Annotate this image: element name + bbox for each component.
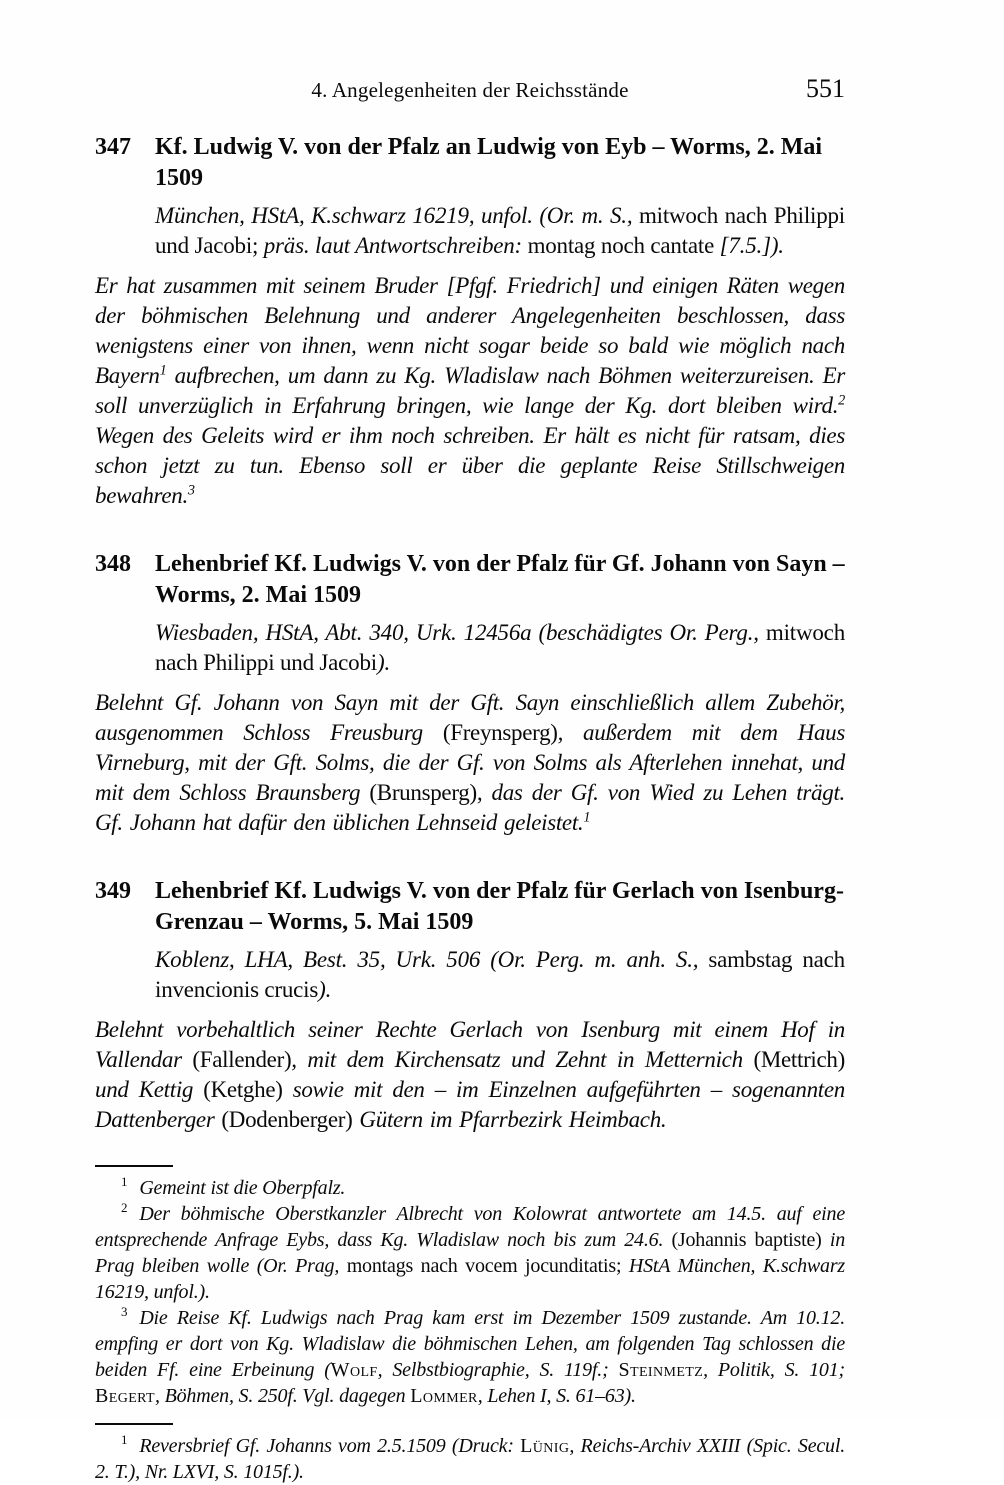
entry-title: Kf. Ludwig V. von der Pfalz an Ludwig von Eyb – Worms, 2. Mai 1509	[155, 134, 823, 191]
entry-number: 347	[95, 134, 131, 160]
text-run: Belehnt Gf. Johann von Sayn mit der Gft. Sayn einschließlich allem Zubehör, ausgenommen Schloss Freusburg	[95, 690, 845, 745]
footnote-text	[95, 1435, 845, 1483]
text-run: Die Reise Kf. Ludwigs nach Prag kam erst im Dezember 1509 zustande. Am 10.12. empfing er dort von Kg. Wladislaw die böhmischen Lehen, am folgenden Tag schlossen die beiden Ff. eine Erbeinung (	[95, 1307, 845, 1381]
footnote-ref: 2	[838, 392, 845, 409]
text-run: Der böhmische Oberstkanzler Albrecht von Kolowrat antwortete am 14.5. auf eine entsprechende Anfrage Eybs, dass Kg. Wladislaw noch bis zum 24.6.	[95, 1203, 845, 1251]
text-run: Begert	[95, 1385, 156, 1407]
text-run: Reversbrief Gf. Johanns vom 2.5.1509 (Druck:	[139, 1435, 521, 1457]
source-citation	[155, 618, 845, 678]
entry-summary	[95, 1015, 845, 1135]
text-run: und Kettig	[95, 1077, 204, 1102]
text-run: , mit dem Kirchensatz und Zehnt in Metternich	[291, 1047, 754, 1072]
text-run: [7.5.]).	[719, 233, 784, 258]
entry-heading	[95, 549, 845, 611]
entry-heading	[95, 132, 845, 194]
entry-title: Lehenbrief Kf. Ludwigs V. von der Pfalz für Gf. Johann von Sayn – Worms, 2. Mai 1509	[155, 551, 845, 608]
text-run: München, HStA, K.schwarz 16219, unfol. (Or. m. S.,	[155, 203, 639, 228]
text-run: (Johannis baptiste)	[671, 1229, 822, 1251]
footnote-ref: 1	[583, 809, 591, 826]
text-run: (Fallender)	[192, 1047, 292, 1072]
footnote-marker: 3	[121, 1304, 128, 1320]
text-run: sowie mit den – im Einzelnen aufgeführten – sogenannten Dattenberger	[95, 1077, 845, 1132]
text-run: ).	[318, 977, 332, 1002]
text-run: (Dodenberger)	[221, 1107, 353, 1132]
text-run: ).	[376, 650, 390, 675]
text-run: , außerdem mit dem Haus Virneburg, mit der Gft. Solms, die der Gf. von Solms als Afterlehen innehat, und mit dem Schloss Braunsberg	[95, 720, 845, 805]
text-run: mitwoch nach Philippi und Jacobi;	[155, 203, 846, 258]
text-run: Gütern im Pfarrbezirk Heimbach.	[352, 1107, 667, 1132]
text-run: montag noch cantate	[527, 233, 720, 258]
entry-heading	[95, 876, 845, 938]
footnote-section-2	[95, 1423, 845, 1485]
text-run: Wolf	[330, 1359, 378, 1381]
text-run: Steinmetz	[618, 1359, 704, 1381]
entry-349	[95, 876, 845, 1135]
footnote-rule	[95, 1423, 173, 1425]
text-run: Belehnt vorbehaltlich seiner Rechte Gerlach von Isenburg mit einem Hof in Vallendar	[95, 1017, 845, 1072]
text-run: Wegen des Geleits wird er ihm noch schreiben. Er hält es nicht für ratsam, dies schon jetzt zu tun. Ebenso soll er über die geplante Reise Stillschweigen bewahren.	[95, 423, 845, 508]
footnote	[95, 1433, 845, 1485]
footnote-marker: 2	[121, 1200, 128, 1216]
source-citation	[155, 201, 845, 261]
footnote	[95, 1201, 845, 1305]
text-run: Gemeint ist die Oberpfalz.	[139, 1177, 346, 1199]
entry-number: 348	[95, 551, 131, 577]
footnote-marker: 1	[121, 1174, 128, 1190]
text-run: , das der Gf. von Wied zu Lehen trägt. Gf. Johann hat dafür den üblichen Lehnseid geleistet.	[95, 780, 845, 835]
text-run: (Brunsperg)	[369, 780, 477, 805]
text-run: , Böhmen, S. 250f. Vgl. dagegen	[155, 1385, 411, 1407]
text-run: , Selbstbiographie, S. 119f.;	[377, 1359, 619, 1381]
text-run: mitwoch nach Philippi und Jacobi	[155, 620, 845, 675]
entry-347	[95, 132, 845, 511]
footnote-rule	[95, 1165, 173, 1167]
text-run: Lommer	[410, 1385, 478, 1407]
text-run: (Freynsperg)	[442, 720, 558, 745]
text-run: in Prag bleiben wolle (Or. Prag,	[95, 1229, 845, 1277]
entry-summary	[95, 271, 845, 511]
text-run: , Politik, S. 101;	[703, 1359, 845, 1381]
footnote-ref: 3	[187, 482, 195, 499]
footnote	[95, 1305, 845, 1409]
text-run: Er hat zusammen mit seinem Bruder [Pfgf. Friedrich] und einigen Räten wegen der böhmischen Belehnung und anderer Angelegenheiten beschlossen, dass wenigstens einer von ihnen, wenn nicht sogar beide so bald wie möglich nach Bayern	[95, 273, 845, 388]
footnote-text	[95, 1203, 845, 1303]
page-header	[95, 74, 845, 108]
text-run: Lünig	[520, 1435, 570, 1457]
text-run: aufbrechen, um dann zu Kg. Wladislaw nach Böhmen weiterzureisen. Er soll unverzüglich in Erfahrung bringen, wie lange der Kg. dort bleiben wird.	[95, 363, 845, 418]
text-run: (Mettrich)	[753, 1047, 845, 1072]
entry-title: Lehenbrief Kf. Ludwigs V. von der Pfalz für Gerlach von Isenburg-Grenzau – Worms, 5. Mai 1509	[155, 878, 844, 935]
text-run: , Reichs-Archiv XXIII (Spic. Secul. 2. T.), Nr. LXVI, S. 1015f.).	[95, 1435, 845, 1483]
entry-number: 349	[95, 878, 131, 904]
footnote	[95, 1175, 845, 1201]
footnote-ref: 1	[159, 362, 167, 379]
text-run: (Ketghe)	[203, 1077, 283, 1102]
text-run: Wiesbaden, HStA, Abt. 340, Urk. 12456a (beschädigtes Or. Perg.,	[155, 620, 766, 645]
entry-summary	[95, 688, 845, 838]
footnote-text	[95, 1307, 845, 1407]
text-run: montags nach vocem jocunditatis;	[346, 1255, 629, 1277]
footnote-marker: 1	[121, 1432, 128, 1448]
footnote-section-1	[95, 1165, 845, 1409]
text-run: präs. laut Antwortschreiben:	[263, 233, 528, 258]
entry-348	[95, 549, 845, 838]
footnote-text	[139, 1177, 345, 1199]
text-run: Koblenz, LHA, Best. 35, Urk. 506 (Or. Perg. m. anh. S.,	[155, 947, 709, 972]
source-citation	[155, 945, 845, 1005]
page-number: 551	[806, 74, 845, 103]
running-head: 4. Angelegenheiten der Reichsstände	[311, 78, 629, 102]
text-run: sambstag nach invencionis crucis	[155, 947, 845, 1002]
text-run: , Lehen I, S. 61–63).	[477, 1385, 636, 1407]
text-run: HStA München, K.schwarz 16219, unfol.).	[95, 1255, 845, 1303]
